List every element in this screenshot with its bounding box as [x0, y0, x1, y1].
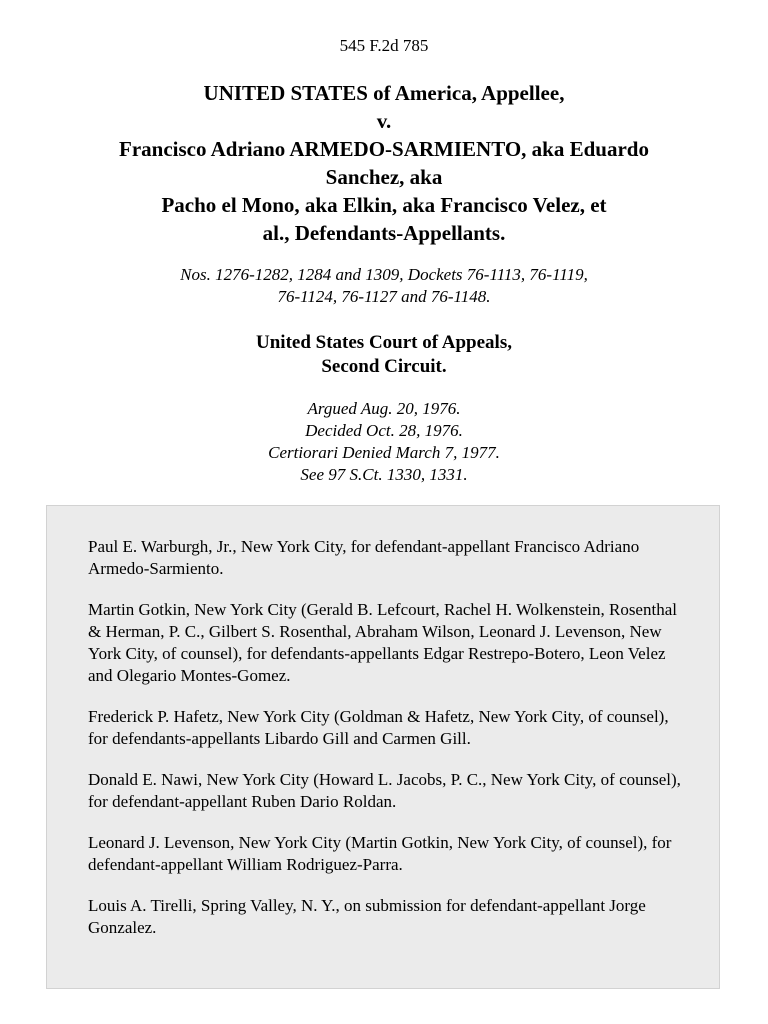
counsel-paragraph: Martin Gotkin, New York City (Gerald B. Lefcourt, Rachel H. Wolkenstein, Rosenthal & Herman, P. C., Gilbert S. Rosenthal, Abraham Wilson, Leonard J. Levenson, New York City, of counsel), for defendants-appellants Edgar Restrepo-Botero, Leon Velez and Olegario Montes-Gomez. [88, 600, 677, 685]
see-reference: See 97 S.Ct. 1330, 1331. [300, 465, 468, 484]
docket-line: 76-1124, 76-1127 and 76-1148. [277, 287, 491, 306]
caption-line: v. [376, 109, 392, 133]
counsel-paragraph: Donald E. Nawi, New York City (Howard L. Jacobs, P. C., New York City, of counsel), for defendant-appellant Ruben Dario Roldan. [88, 770, 681, 811]
counsel-paragraph: Louis A. Tirelli, Spring Valley, N. Y., on submission for defendant-appellant Jorge Gonzalez. [88, 896, 646, 937]
counsel-section [46, 505, 720, 989]
counsel-paragraph: Paul E. Warburgh, Jr., New York City, for defendant-appellant Francisco Adriano Armedo-Sarmiento. [88, 537, 640, 578]
court-name [0, 331, 768, 379]
certiorari-date: Certiorari Denied March 7, 1977. [268, 443, 500, 462]
docket-numbers [0, 264, 768, 308]
caption-line: Sanchez, aka [325, 165, 443, 189]
case-caption [40, 79, 728, 247]
case-citation: 545 F.2d 785 [339, 36, 429, 55]
docket-line: Nos. 1276-1282, 1284 and 1309, Dockets 76-1113, 76-1119, [180, 265, 588, 284]
counsel-list [88, 536, 688, 958]
court-line: Second Circuit. [321, 356, 447, 377]
counsel-paragraph: Leonard J. Levenson, New York City (Martin Gotkin, New York City, of counsel), for defendant-appellant William Rodriguez-Parra. [88, 833, 672, 874]
decided-date: Decided Oct. 28, 1976. [305, 421, 463, 440]
counsel-paragraph: Frederick P. Hafetz, New York City (Goldman & Hafetz, New York City, of counsel), for defendants-appellants Libardo Gill and Carmen Gill. [88, 707, 669, 748]
caption-line: Pacho el Mono, aka Elkin, aka Francisco Velez, et [161, 193, 607, 217]
court-line: United States Court of Appeals, [256, 332, 512, 353]
case-dates [0, 398, 768, 486]
caption-line: al., Defendants-Appellants. [262, 221, 506, 245]
argued-date: Argued Aug. 20, 1976. [307, 399, 461, 418]
caption-line: UNITED STATES of America, Appellee, [203, 81, 565, 105]
caption-line: Francisco Adriano ARMEDO-SARMIENTO, aka Eduardo [119, 137, 649, 161]
